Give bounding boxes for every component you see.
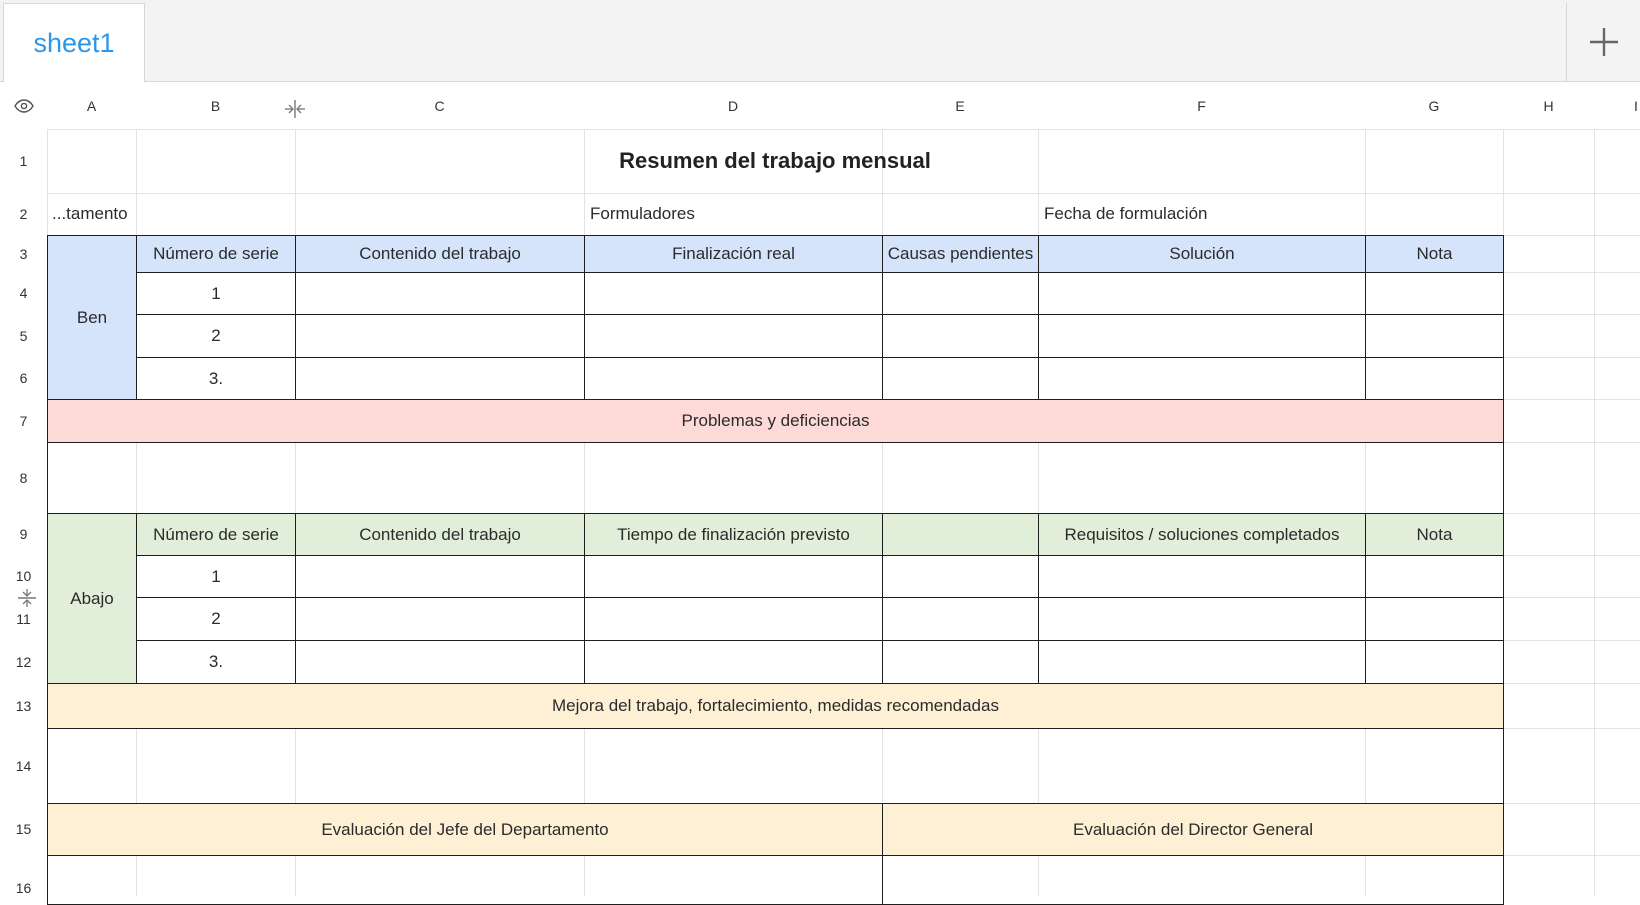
data-cell[interactable]: [1038, 640, 1366, 684]
grid-line-vertical: [1594, 82, 1595, 896]
sheet-title[interactable]: Resumen del trabajo mensual: [619, 148, 931, 173]
row-header-6[interactable]: 6: [0, 357, 47, 399]
data-cell[interactable]: [584, 272, 883, 315]
row-resize-handle[interactable]: [15, 587, 39, 609]
data-cell[interactable]: [1038, 555, 1366, 598]
serial-number-cell[interactable]: 2: [136, 314, 296, 358]
group-label-abajo[interactable]: Abajo: [47, 513, 137, 684]
evaluation-dept-head-area[interactable]: [47, 855, 883, 905]
data-cell[interactable]: [295, 314, 585, 358]
data-cell[interactable]: [1038, 597, 1366, 641]
data-cell[interactable]: [1038, 357, 1366, 400]
improvement-band[interactable]: Mejora del trabajo, fortalecimiento, medidas recomendadas: [47, 683, 1504, 729]
data-cell[interactable]: [1365, 272, 1504, 315]
row-header-15[interactable]: 15: [0, 803, 47, 855]
column-header-d[interactable]: D: [584, 82, 882, 129]
header-numero-de-serie-2[interactable]: Número de serie: [136, 513, 296, 556]
row-header-14[interactable]: 14: [0, 728, 47, 803]
cell-d2[interactable]: Formuladores: [590, 204, 695, 223]
column-resize-icon: [284, 99, 306, 119]
evaluation-dept-head-header[interactable]: Evaluación del Jefe del Departamento: [47, 803, 883, 856]
header-nota-2[interactable]: Nota: [1365, 513, 1504, 556]
data-cell[interactable]: [584, 314, 883, 358]
data-cell[interactable]: [882, 314, 1039, 358]
data-cell[interactable]: [295, 357, 585, 400]
serial-number-cell[interactable]: 3.: [136, 640, 296, 684]
serial-number-cell[interactable]: 1: [136, 272, 296, 315]
serial-number-cell[interactable]: 3.: [136, 357, 296, 400]
row-header-3[interactable]: 3: [0, 235, 47, 272]
row-header-13[interactable]: 13: [0, 683, 47, 728]
plus-icon: [1587, 25, 1621, 59]
header-causas-pendientes[interactable]: Causas pendientes: [882, 235, 1039, 273]
evaluation-director-header[interactable]: Evaluación del Director General: [882, 803, 1504, 856]
header-requisitos-soluciones[interactable]: Requisitos / soluciones completados: [1038, 513, 1366, 556]
row-header-5[interactable]: 5: [0, 314, 47, 357]
data-cell[interactable]: [1038, 314, 1366, 358]
row-header-1[interactable]: 1: [0, 129, 47, 193]
improvement-input-area[interactable]: [47, 728, 1504, 804]
column-header-a[interactable]: A: [47, 82, 136, 129]
add-sheet-button[interactable]: [1566, 3, 1640, 81]
header-tiempo-de-finalizacion[interactable]: Tiempo de finalización previsto: [584, 513, 883, 556]
group-label-ben[interactable]: Ben: [47, 235, 137, 400]
data-cell[interactable]: [882, 272, 1039, 315]
header-contenido-del-trabajo-2[interactable]: Contenido del trabajo: [295, 513, 585, 556]
header-empty-e9[interactable]: [882, 513, 1039, 556]
data-cell[interactable]: [584, 640, 883, 684]
data-cell[interactable]: [295, 597, 585, 641]
data-cell[interactable]: [1365, 314, 1504, 358]
select-all-corner[interactable]: [0, 82, 47, 129]
row-header-2[interactable]: 2: [0, 193, 47, 235]
column-header-c[interactable]: C: [295, 82, 584, 129]
data-cell[interactable]: [295, 640, 585, 684]
header-numero-de-serie[interactable]: Número de serie: [136, 235, 296, 273]
column-header-h[interactable]: H: [1503, 82, 1594, 129]
eye-icon: [14, 99, 34, 113]
header-solucion[interactable]: Solución: [1038, 235, 1366, 273]
header-contenido-del-trabajo[interactable]: Contenido del trabajo: [295, 235, 585, 273]
row-header-9[interactable]: 9: [0, 513, 47, 555]
data-cell[interactable]: [882, 640, 1039, 684]
problems-band[interactable]: Problemas y deficiencias: [47, 399, 1504, 443]
problems-input-area[interactable]: [47, 442, 1504, 514]
tab-sheet1[interactable]: sheet1: [3, 3, 145, 82]
row-header-11[interactable]: 11: [0, 597, 47, 640]
data-cell[interactable]: [1365, 597, 1504, 641]
data-cell[interactable]: [295, 272, 585, 315]
data-cell[interactable]: [584, 555, 883, 598]
sheet-tab-bar: [0, 0, 1640, 82]
column-header-e[interactable]: E: [882, 82, 1038, 129]
column-header-i[interactable]: I: [1594, 82, 1640, 129]
cell-f2[interactable]: Fecha de formulación: [1044, 204, 1208, 223]
data-cell[interactable]: [1365, 357, 1504, 400]
data-cell[interactable]: [882, 555, 1039, 598]
cell-a2[interactable]: ...tamento: [52, 204, 128, 223]
row-header-7[interactable]: 7: [0, 399, 47, 442]
data-cell[interactable]: [882, 357, 1039, 400]
row-header-4[interactable]: 4: [0, 272, 47, 314]
data-cell[interactable]: [584, 357, 883, 400]
data-cell[interactable]: [584, 597, 883, 641]
data-cell[interactable]: [1365, 555, 1504, 598]
data-cell[interactable]: [1038, 272, 1366, 315]
header-nota[interactable]: Nota: [1365, 235, 1504, 273]
row-header-10[interactable]: 10: [0, 555, 47, 597]
row-resize-icon: [17, 588, 37, 608]
header-finalizacion-real[interactable]: Finalización real: [584, 235, 883, 273]
serial-number-cell[interactable]: 1: [136, 555, 296, 598]
data-cell[interactable]: [882, 597, 1039, 641]
row-header-12[interactable]: 12: [0, 640, 47, 683]
evaluation-director-area[interactable]: [882, 855, 1504, 905]
row-header-8[interactable]: 8: [0, 442, 47, 513]
serial-number-cell[interactable]: 2: [136, 597, 296, 641]
data-cell[interactable]: [295, 555, 585, 598]
row-header-16[interactable]: 16: [0, 855, 47, 896]
column-resize-handle[interactable]: [282, 98, 308, 120]
column-header-g[interactable]: G: [1365, 82, 1503, 129]
data-cell[interactable]: [1365, 640, 1504, 684]
column-header-f[interactable]: F: [1038, 82, 1365, 129]
column-header-b[interactable]: B: [136, 82, 295, 129]
